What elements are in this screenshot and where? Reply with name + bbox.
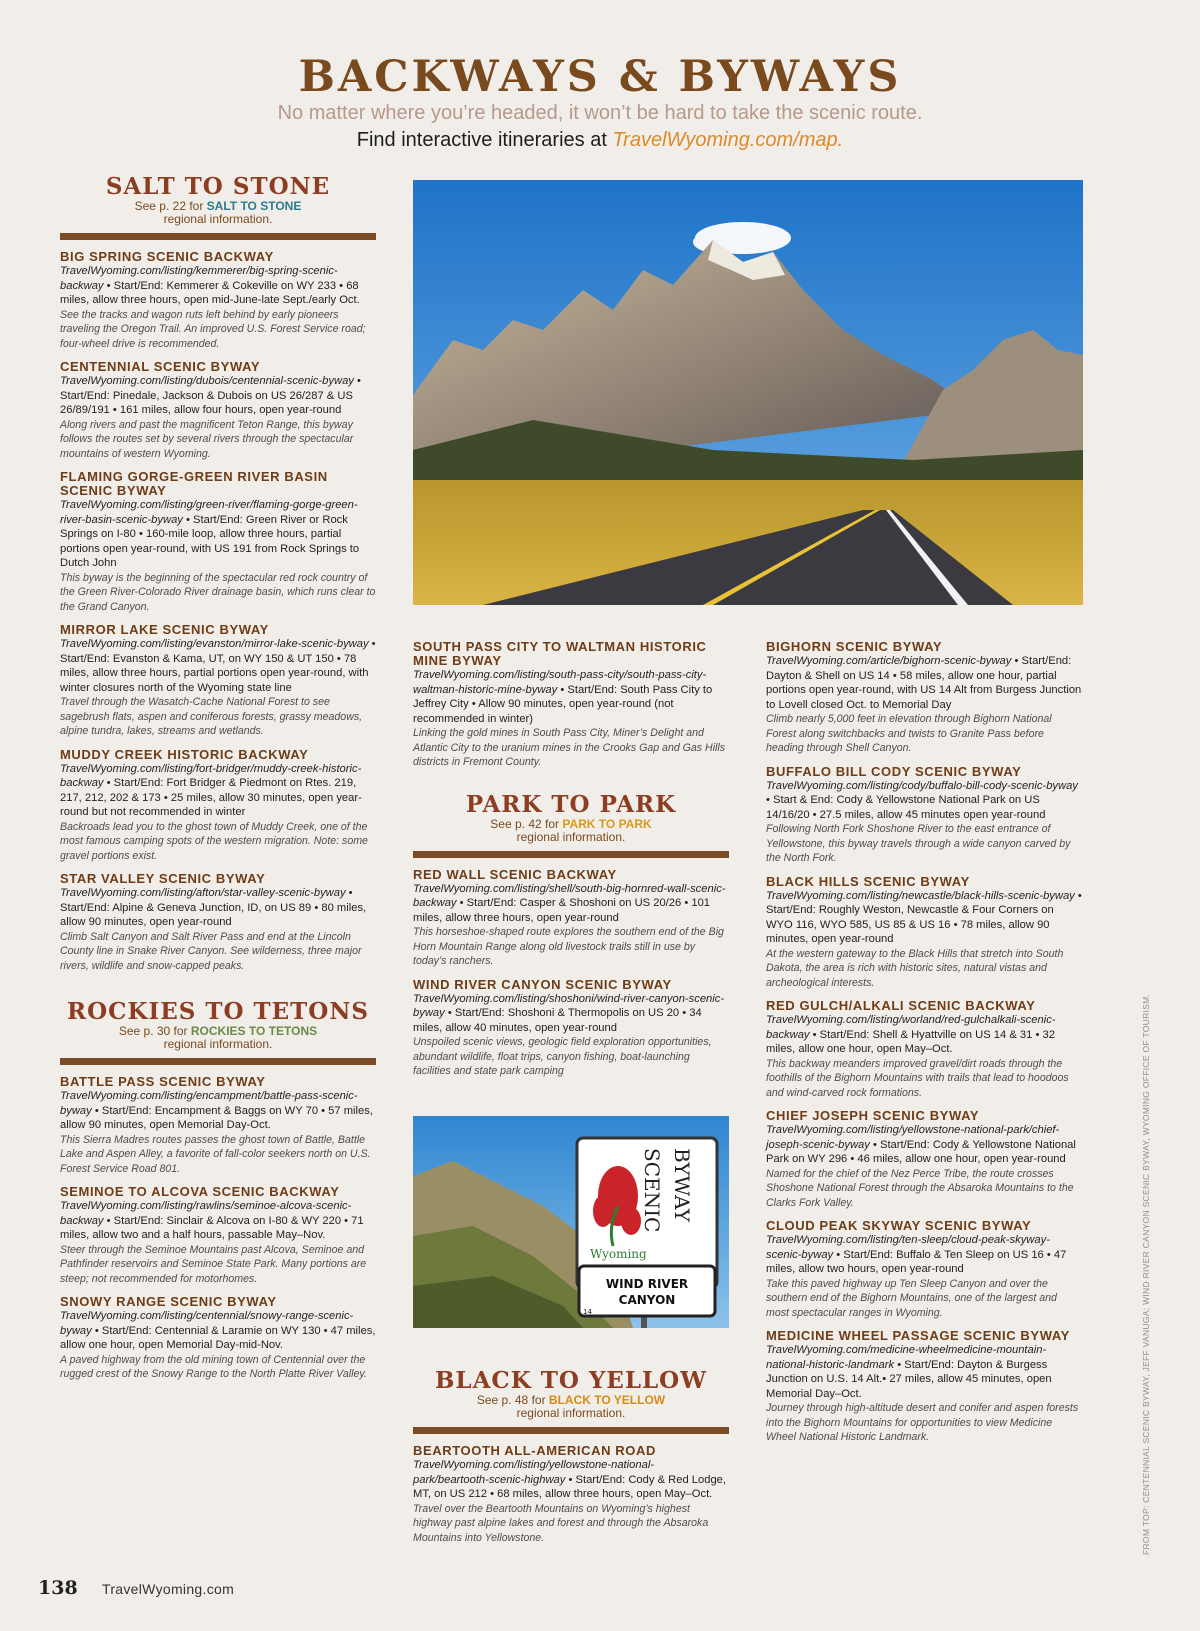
byway-info bbox=[413, 992, 729, 1036]
byway-details: • Start/End: Cody & Red Lodge, MT, on US 212 • 68 miles, allow three hours, open May–Oct. bbox=[413, 1473, 726, 1500]
scenic-byway-sign-photo bbox=[413, 1116, 729, 1328]
byway-info bbox=[60, 374, 376, 418]
byway-entry bbox=[60, 1295, 376, 1382]
byway-list-rockies-to-tetons bbox=[60, 1075, 376, 1382]
byway-entry bbox=[413, 1444, 729, 1545]
byway-description: At the western gateway to the Black Hills that stretch into South Dakota, the area is rich with historic sites, natural vistas and archeological interests. bbox=[766, 947, 1064, 989]
byway-url[interactable]: TravelWyoming.com/medicine-wheelmedicine-mountain-national-historic-landmark bbox=[766, 1344, 1047, 1371]
page-number: 138 bbox=[38, 1577, 78, 1599]
byway-entry bbox=[766, 875, 1082, 991]
byway-title: RED WALL SCENIC BACKWAY bbox=[413, 866, 617, 882]
byway-info bbox=[766, 779, 1082, 823]
sign-byway-text: BYWAY bbox=[670, 1148, 694, 1222]
byway-details: • Start/End: Shell & Hyattville on US 14 & 31 • 32 miles, allow one hour, open May–Oct. bbox=[766, 1028, 1055, 1055]
byway-info bbox=[60, 1199, 376, 1243]
byway-url[interactable]: TravelWyoming.com/listing/newcastle/black-hills-scenic-byway bbox=[766, 889, 1075, 902]
middle-column bbox=[413, 640, 729, 1088]
byway-url[interactable]: TravelWyoming.com/listing/encampment/battle-pass-scenic-byway bbox=[60, 1090, 358, 1117]
byway-list-park-to-park bbox=[413, 868, 729, 1079]
byway-list-right bbox=[766, 640, 1082, 1445]
byway-url[interactable]: TravelWyoming.com/listing/afton/star-valley-scenic-byway bbox=[60, 887, 346, 899]
byway-info bbox=[60, 1089, 376, 1133]
byway-entry bbox=[60, 1185, 376, 1286]
byway-url[interactable]: TravelWyoming.com/listing/shell/south-big-hornred-wall-scenic-backway bbox=[413, 882, 726, 909]
byway-title: BUFFALO BILL CODY SCENIC BYWAY bbox=[766, 763, 1022, 779]
byway-description: Climb Salt Canyon and Salt River Pass and end at the Lincoln County line in Snake River Canyon. See wilderness, three major rivers, wildlife and snow-capped peaks. bbox=[60, 930, 362, 972]
byway-info bbox=[60, 886, 376, 930]
right-column bbox=[766, 640, 1082, 1454]
byway-description: Along rivers and past the magnificent Teton Range, this byway follows the routes set by several rivers through the spectacular mountains of western Wyoming. bbox=[60, 418, 354, 460]
byway-description: This Sierra Madres routes passes the ghost town of Battle, Battle Lake and Aspen Alley, a favorite of fall-color seekers north on U.S. Forest Service Road 801. bbox=[60, 1133, 371, 1175]
byway-description: A paved highway from the old mining town of Centennial over the rugged crest of the Snowy Range to the North Platte River Valley. bbox=[60, 1353, 367, 1380]
byway-list-mid-top bbox=[413, 640, 729, 770]
byway-url[interactable]: TravelWyoming.com/listing/worland/red-gulchalkali-scenic-backway bbox=[766, 1014, 1056, 1041]
middle-bottom-column bbox=[413, 1368, 729, 1554]
byway-info bbox=[60, 762, 376, 820]
byway-entry bbox=[766, 1219, 1082, 1320]
region-header-black-to-yellow bbox=[413, 1368, 729, 1434]
byway-title: BIGHORN SCENIC BYWAY bbox=[766, 639, 943, 654]
byway-url[interactable]: TravelWyoming.com/listing/yellowstone-national-park/beartooth-scenic-highway bbox=[413, 1459, 655, 1486]
byway-details: • Start/End: Roughly Weston, Newcastle & Four Corners on WYO 116, WYO 585, US 85 & US 16 • 78 miles, allow 90 minutes, open year-round bbox=[766, 889, 1082, 945]
region-divider bbox=[413, 851, 729, 858]
region-title: ROCKIES TO TETONS bbox=[67, 998, 369, 1025]
itinerary-prefix: Find interactive itineraries at bbox=[356, 129, 613, 151]
region-header-rockies-to-tetons bbox=[60, 999, 376, 1065]
byway-url[interactable]: TravelWyoming.com/listing/evanston/mirror-lake-scenic-byway bbox=[60, 638, 369, 650]
byway-title: MEDICINE WHEEL PASSAGE SCENIC BYWAY bbox=[766, 1328, 1070, 1343]
byway-list-salt-to-stone bbox=[60, 250, 376, 973]
byway-entry bbox=[766, 1329, 1082, 1445]
byway-title: CHIEF JOSEPH SCENIC BYWAY bbox=[766, 1108, 980, 1123]
footer-site[interactable]: TravelWyoming.com bbox=[102, 1581, 235, 1597]
byway-info bbox=[60, 498, 376, 571]
region-title: PARK TO PARK bbox=[465, 790, 677, 818]
byway-details: • Start/End: Fort Bridger & Piedmont on Rtes. 219, 217, 212, 202 & 173 • 25 miles, allow 30 minutes, open year-round but not recommended in winter bbox=[60, 777, 362, 818]
sign-line1-text: WIND RIVER bbox=[605, 1277, 689, 1291]
byway-entry bbox=[60, 872, 376, 973]
page-subtitle: No matter where you’re headed, it won’t be hard to take the scenic route. bbox=[277, 102, 923, 124]
region-reference: See p. 30 for ROCKIES TO TETONS regional information. bbox=[118, 1024, 318, 1051]
byway-details: • Start/End: Sinclair & Alcova on I-80 & WY 220 • 71 miles, allow two and a half hours, passable May–Nov. bbox=[60, 1214, 364, 1241]
byway-details: • Start/End: Centennial & Laramie on WY 130 • 47 miles, allow one hour, open Memorial Day-mid-Nov. bbox=[60, 1324, 376, 1351]
byway-description: Backroads lead you to the ghost town of Muddy Creek, one of the most famous camping spots of the western migration. Note: some gravel portions exist. bbox=[60, 820, 368, 862]
byway-info bbox=[766, 654, 1082, 712]
byway-details: • Start/End: Casper & Shoshoni on US 20/26 • 101 miles, allow three hours, open year-round bbox=[413, 897, 711, 924]
byway-url[interactable]: TravelWyoming.com/listing/centennial/snowy-range-scenic-byway bbox=[60, 1310, 354, 1337]
byway-info bbox=[766, 1343, 1082, 1401]
byway-entry bbox=[60, 360, 376, 461]
byway-url[interactable]: TravelWyoming.com/listing/yellowstone-national-park/chief-joseph-scenic-byway bbox=[766, 1124, 1060, 1151]
byway-entry bbox=[413, 640, 729, 770]
region-reference-name: BLACK TO YELLOW bbox=[548, 1393, 666, 1407]
byway-description: Take this paved highway up Ten Sleep Canyon and over the southern end of the Bighorn Mountains, one of the largest and most spectacular ranges in Wyoming. bbox=[766, 1277, 1057, 1319]
byway-url[interactable]: TravelWyoming.com/listing/ten-sleep/cloud-peak-skyway-scenic-byway bbox=[766, 1234, 1050, 1261]
byway-info bbox=[413, 1458, 729, 1502]
byway-info bbox=[766, 1123, 1082, 1167]
byway-description: Climb nearly 5,000 feet in elevation through Bighorn National Forest along switchbacks and twists to Granite Pass before heading through Shell Canyon. bbox=[766, 713, 1052, 754]
byway-title: BIG SPRING SCENIC BACKWAY bbox=[60, 249, 274, 264]
byway-info bbox=[766, 1233, 1082, 1277]
byway-details: • Start & End: Cody & Yellowstone National Park on US 14/16/20 • 27.5 miles, allow 45 minutes open year-round bbox=[766, 794, 1046, 821]
region-reference: See p. 48 for BLACK TO YELLOW regional information. bbox=[476, 1393, 666, 1420]
byway-entry bbox=[766, 999, 1082, 1100]
byway-url[interactable]: TravelWyoming.com/listing/green-river/flaming-gorge-green-river-basin-scenic-byway bbox=[60, 499, 358, 526]
region-reference-name: ROCKIES TO TETONS bbox=[190, 1024, 318, 1038]
region-reference: See p. 22 for SALT TO STONE regional information. bbox=[134, 199, 302, 226]
region-reference-name: SALT TO STONE bbox=[206, 199, 302, 213]
byway-title: RED GULCH/ALKALI SCENIC BACKWAY bbox=[766, 998, 1036, 1013]
byway-info bbox=[60, 637, 376, 695]
byway-details: • Start/End: South Pass City to Jeffrey City • Allow 90 minutes, open year-round (not recommended in winter) bbox=[413, 683, 713, 725]
region-title: SALT TO STONE bbox=[105, 173, 331, 200]
byway-title: CLOUD PEAK SKYWAY SCENIC BYWAY bbox=[766, 1218, 1032, 1233]
byway-description: Steer through the Seminoe Mountains past Alcova, Seminoe and Pathfinder reservoirs and Seminoe State Park. Many portions are steep; not recommended for motorhomes. bbox=[60, 1243, 367, 1285]
byway-entry bbox=[413, 868, 729, 969]
byway-description: See the tracks and wagon ruts left behind by early pioneers traveling the Oregon Trail. An improved U.S. Forest Service road; four-wheel drive is recommended. bbox=[60, 308, 366, 350]
byway-details: • Start/End: Buffalo & Ten Sleep on US 16 • 47 miles, allow two hours, open year-round bbox=[766, 1248, 1067, 1275]
byway-title: BATTLE PASS SCENIC BYWAY bbox=[60, 1074, 266, 1089]
photo-credit: FROM TOP: CENTENNIAL SCENIC BYWAY, JEFF VANUGA; WIND RIVER CANYON SCENIC BYWAY, WYOMING OFFICE OF TOURISM. bbox=[1141, 993, 1151, 1555]
byway-title: CENTENNIAL SCENIC BYWAY bbox=[60, 359, 261, 374]
sign-route-number: 14 bbox=[583, 1308, 592, 1316]
byway-details: • Start/End: Dayton & Burgess Junction on U.S. 14 Alt.• 27 miles, allow 45 minutes, open Memorial Day–Oct. bbox=[766, 1358, 1052, 1400]
byway-url[interactable]: TravelWyoming.com/listing/cody/buffalo-bill-cody-scenic-byway bbox=[766, 779, 1078, 792]
byway-description: Travel through the Wasatch-Cache National Forest to see sagebrush flats, aspen and coniferous forests, grassy meadows, alpine tundra, lakes, streams and wetlands. bbox=[60, 696, 363, 737]
sign-line2-text: CANYON bbox=[618, 1293, 676, 1307]
byway-description: This byway is the beginning of the spectacular red rock country of the Green River-Colorado River drainage basin, which runs clear to the Grand Canyon. bbox=[60, 571, 376, 613]
byway-title: WIND RIVER CANYON SCENIC BYWAY bbox=[413, 976, 672, 992]
byway-title: MIRROR LAKE SCENIC BYWAY bbox=[60, 622, 269, 637]
region-divider bbox=[413, 1427, 729, 1434]
byway-info bbox=[766, 1013, 1082, 1057]
region-reference: See p. 42 for PARK TO PARK regional information. bbox=[490, 816, 652, 844]
byway-url[interactable]: TravelWyoming.com/listing/fort-bridger/muddy-creek-historic-backway bbox=[60, 762, 362, 789]
byway-url[interactable]: TravelWyoming.com/listing/shoshoni/wind-river-canyon-scenic-byway bbox=[413, 992, 725, 1019]
sign-scenic-text: SCENIC bbox=[640, 1148, 664, 1233]
region-header-salt-to-stone bbox=[60, 174, 376, 240]
byway-title: STAR VALLEY SCENIC BYWAY bbox=[60, 871, 266, 886]
byway-details: • Start/End: Shoshoni & Thermopolis on US 20 • 34 miles, allow 40 minutes, open year-round bbox=[413, 1007, 702, 1034]
byway-description: Following North Fork Shoshone River to the east entrance of Yellowstone, this byway travels through a wide canyon carved by the North Fork. bbox=[766, 823, 1071, 864]
byway-details: • Start/End: Dayton & Shell on US 14 • 58 miles, allow one hour, partial portions open year-round, with US 14 Alt from Burgess Junction to Lovell closed Oct. to Memorial Day bbox=[766, 655, 1082, 711]
byway-url[interactable]: TravelWyoming.com/listing/kemmerer/big-spring-scenic-backway bbox=[60, 265, 338, 292]
byway-title: SNOWY RANGE SCENIC BYWAY bbox=[60, 1294, 277, 1309]
byway-description: Journey through high-altitude desert and conifer and aspen forests into the Bighorn Mountains for opportunities to view Medicine Wheel National Historic Landmark. bbox=[766, 1402, 1079, 1443]
sign-wyoming-text: Wyoming bbox=[590, 1247, 647, 1261]
page-title: BACKWAYS & BYWAYS bbox=[298, 52, 902, 102]
byway-entry bbox=[766, 765, 1082, 866]
byway-entry bbox=[413, 978, 729, 1079]
byway-title: BEARTOOTH ALL-AMERICAN ROAD bbox=[413, 1443, 656, 1458]
byway-details: • Start/End: Evanston & Kama, UT, on WY 150 & UT 150 • 78 miles, allow three hours, partial portions open year-round, with winter closures north of the Wyoming state line bbox=[60, 638, 376, 694]
left-column bbox=[60, 174, 376, 1391]
byway-url[interactable]: TravelWyoming.com/article/bighorn-scenic-byway bbox=[766, 655, 1012, 667]
byway-title: FLAMING GORGE-GREEN RIVER BASIN SCENIC BYWAY bbox=[60, 469, 328, 498]
byway-url[interactable]: TravelWyoming.com/listing/south-pass-city/south-pass-city-waltman-historic-mine-byway bbox=[413, 669, 707, 696]
byway-url[interactable]: TravelWyoming.com/listing/dubois/centennial-scenic-byway bbox=[60, 375, 354, 387]
region-reference-name: PARK TO PARK bbox=[562, 816, 652, 831]
byway-description: Unspoiled scenic views, geologic field exploration opportunities, abundant wildlife, float trips, canyon fishing, boat-launching facilities and state park camping bbox=[413, 1036, 712, 1077]
byway-description: Linking the gold mines in South Pass City, Miner’s Delight and Atlantic City to the uranium mines in the Crooks Gap and Gas Hills districts in Fremont County. bbox=[413, 727, 726, 768]
itinerary-link[interactable]: TravelWyoming.com/map. bbox=[612, 129, 844, 151]
byway-entry bbox=[60, 470, 376, 614]
byway-details: • Start/End: Green River or Rock Springs on I-80 • 160-mile loop, allow three hours, partial portions open year-round, with US 191 from Rock Springs to Dutch John bbox=[60, 513, 360, 569]
byway-details: • Start/End: Cody & Yellowstone National Park on WY 296 • 46 miles, allow one hour, open year-round bbox=[766, 1138, 1076, 1165]
byway-info bbox=[413, 668, 729, 726]
byway-entry bbox=[60, 250, 376, 351]
byway-entry bbox=[766, 640, 1082, 756]
byway-info bbox=[60, 1309, 376, 1353]
byway-description: Travel over the Beartooth Mountains on Wyoming’s highest highway past alpine lakes and forest and through the Absaroka Mountains into Yellowstone. bbox=[413, 1502, 709, 1544]
byway-list-black-to-yellow bbox=[413, 1444, 729, 1545]
byway-title: BLACK HILLS SCENIC BYWAY bbox=[766, 873, 970, 889]
byway-entry bbox=[60, 748, 376, 864]
region-title: BLACK TO YELLOW bbox=[434, 1367, 708, 1394]
byway-description: This backway meanders improved gravel/dirt roads through the foothills of the Bighorn Mountains with trails that lead to hoodoos and wind-carved rock formations. bbox=[766, 1057, 1069, 1099]
byway-description: This horseshoe-shaped route explores the southern end of the Big Horn Mountain Range along old livestock trails still in use by today’s ranchers. bbox=[413, 926, 724, 967]
byway-info bbox=[766, 889, 1082, 947]
byway-info bbox=[413, 882, 729, 926]
region-divider bbox=[60, 233, 376, 240]
byway-entry bbox=[60, 623, 376, 739]
mountain-road-photo bbox=[413, 180, 1083, 605]
byway-entry bbox=[60, 1075, 376, 1176]
region-divider bbox=[60, 1058, 376, 1065]
byway-info bbox=[60, 264, 376, 308]
byway-details: • Start/End: Alpine & Geneva Junction, ID, on US 89 • 80 miles, allow 90 minutes, open year-round bbox=[60, 887, 367, 928]
byway-url[interactable]: TravelWyoming.com/listing/rawlins/seminoe-alcova-scenic-backway bbox=[60, 1200, 352, 1227]
byway-title: SOUTH PASS CITY TO WALTMAN HISTORIC MINE BYWAY bbox=[413, 639, 707, 668]
region-header-park-to-park bbox=[413, 792, 729, 858]
byway-title: SEMINOE TO ALCOVA SCENIC BACKWAY bbox=[60, 1184, 340, 1199]
byway-title: MUDDY CREEK HISTORIC BACKWAY bbox=[60, 746, 309, 762]
byway-details: • Start/End: Kemmerer & Cokeville on WY 233 • 68 miles, allow three hours, open mid-June-late Sept./early Oct. bbox=[60, 279, 360, 306]
byway-entry bbox=[766, 1109, 1082, 1210]
byway-description: Named for the chief of the Nez Perce Tribe, the route crosses Shoshone National Forest through the Absaroka Mountains to the Clarks Fork Valley. bbox=[766, 1167, 1074, 1209]
itinerary-line bbox=[0, 129, 1200, 152]
byway-details: • Start/End: Pinedale, Jackson & Dubois on US 26/287 & US 26/89/191 • 161 miles, allow four hours, open year-round bbox=[60, 375, 361, 416]
byway-details: • Start/End: Encampment & Baggs on WY 70 • 57 miles, allow 90 minutes, open Memorial Day-Oct. bbox=[60, 1104, 373, 1131]
